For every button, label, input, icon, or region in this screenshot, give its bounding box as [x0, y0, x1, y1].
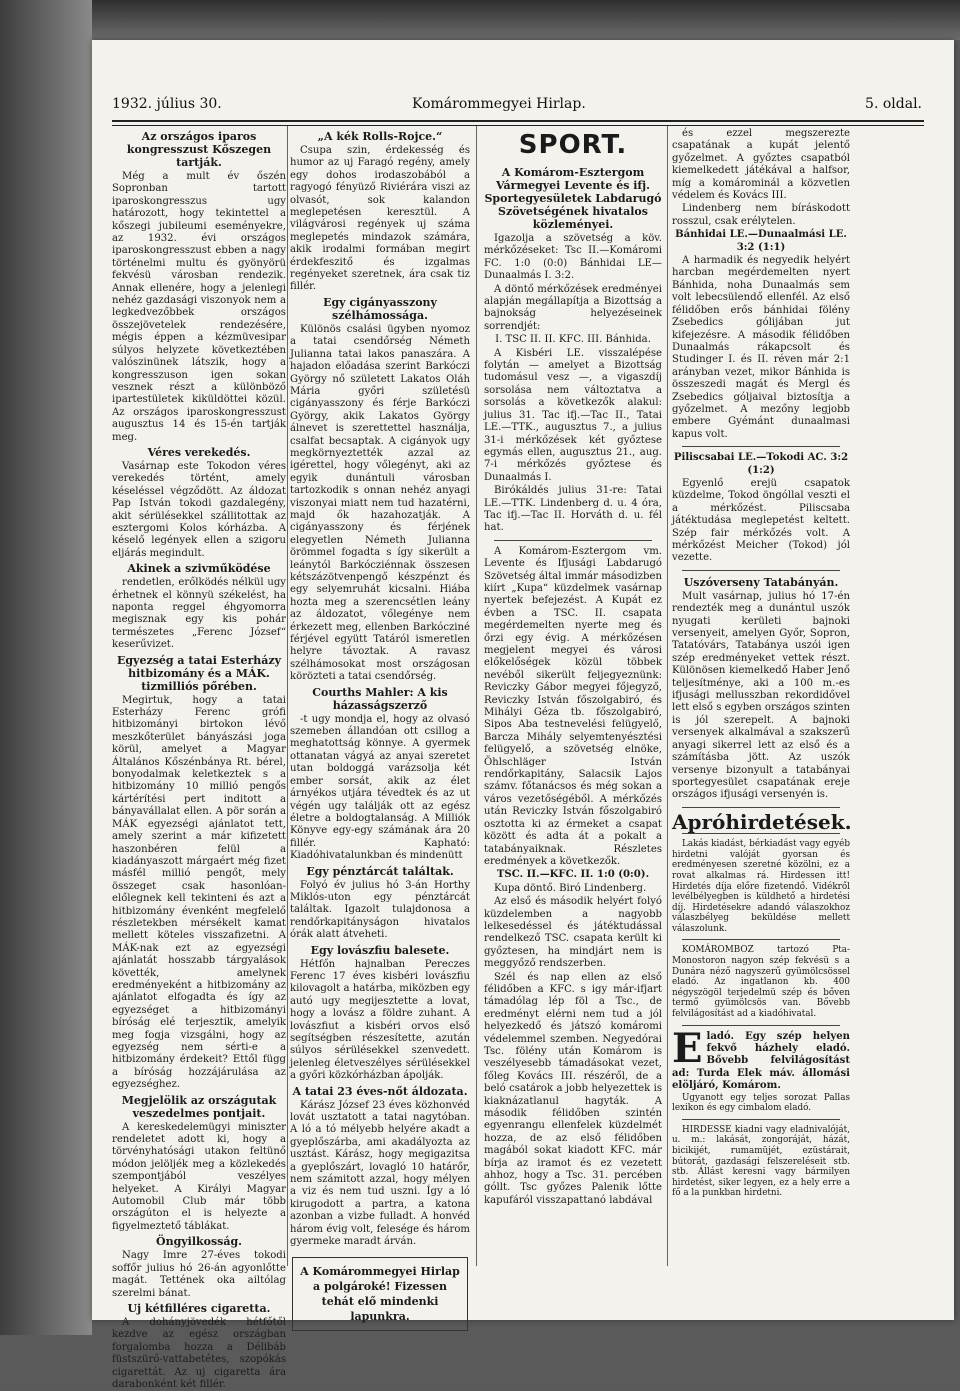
- column-2: [290, 128, 470, 1323]
- classified-ad: Ugyanott egy teljes sorozat Pallas lexikon és egy cimbalom eladó.: [672, 1092, 850, 1114]
- column-4: [672, 128, 850, 1268]
- divider: [494, 540, 652, 541]
- article-heading: Egy lovászfiu balesete.: [310, 943, 450, 957]
- article-text: Kupa döntő. Biró Lindenberg.: [494, 882, 647, 894]
- article-text: rendetlen, erőlködés nélkül ugy érhetnek el könnyü székelést, ha naponta reggel éhgyomorra megisznak egy kis pohár természetes „Ferenc József“ keserűvizet.: [112, 577, 286, 651]
- article-text: Nagy Imre 27-éves tokodi soffőr julius hó 26-án agyonlőtte magát. Tettének oka ailtólag szerelmi bánat.: [112, 1250, 286, 1299]
- article-text: és ezzel megszerezte csapatának a kupát jelentő győzelmet. A győztes csapatból kiemelkedett játékával a halfsor, míg a komárominál a közvetlen védelem és Kovács III.: [672, 128, 850, 202]
- scan-top-border: [0, 0, 960, 40]
- article-text: A harmadik és negyedik helyért harcban megérdemelten nyert Bánhida, noha Dunaalmás sem volt lebecsülendő ellenfél. Az első félidőben erős bánhidai fölény Zsebedics gólijában jut kifejezésre. A második félidőben Dunaalmás rákapcsolt és Studinger I. és II. réven már 2:1 arányban vezet, mikor Bánhida is összeszedi magát és Mergl és Zsebedics góljaival biztosítja a győzelmet. A mezőny legjobb embere Gyémánt dunaalmasi kapus volt.: [672, 255, 850, 440]
- article-text: Az első és második helyért folyó küzdelemben a nagyobb lelkesedéssel és játéktudással rendelkező TSC. csapata került ki győztesen, ha mindjárt nem is meggyőző rendszerben.: [484, 896, 662, 970]
- column-rule: [476, 126, 477, 1266]
- section-heading: Uszóverseny Tatabányán.: [683, 575, 839, 589]
- article-heading: Öngyilkosság.: [155, 1235, 242, 1249]
- article-text: A döntő mérkőzések eredményei alapján megállapítja a Bizottság a bajnokság helyezéseinek sorrendjét:: [484, 283, 662, 332]
- page-header: [112, 96, 922, 118]
- newspaper-page: [92, 40, 954, 1390]
- article-heading: A tatai 23 éves-nőt áldozata.: [292, 1084, 468, 1098]
- column-3: [484, 128, 662, 1268]
- classified-ad: Lakás kiadást, bérkiadást vagy egyéb hirdetni valóját gyorsan és eredményesen szeretné közölni, ez a rovat alkalmas rá. Hirdessen itt! Hirdetés díja előre fizetendő. Vidékről levélbélyegben is küldhető a hirdetési díj. Hirdetésekre adandó válaszokhoz válaszbélyeg beküldése mellett válaszolunk.: [672, 839, 850, 934]
- article-text: A Komárom-Esztergom vm. Levente és Ifjusági Labdarugó Szövetség által immár másodizben kiírt „Kupa“ küzdelmek vasárnap nyertek befejezést. A Kupát ez évben a TSC. II. csapata megérdemelten nyerte meg és őrzi egy évig. A mérkőzésen megjelent megyei és városi előkelőségek közül többek nevéből sikerült feljegyeznünk: Reviczky Gábor megyei főjegyző, Reviczky István főszolgabiró, és Mihályi Géza tb. főszolgabiró, Sipos Aba testnevelési felügyelő, Barcza Mihály selyemtenyésztési felügyelő, a szövetség elnöke, Öhlschläger István rendőrkapitány, Salacsik Lajos számv. főtanácsos és még sokan a város vezetőségéből. A mérkőzés után Reviczky István főszolgabiró osztotta ki az érmeket a csapat között és adta át a pokalt a tatabányaiknak. Részletes eredmények a következők.: [484, 545, 662, 867]
- classifieds-title: Apróhirdetések.: [672, 809, 852, 834]
- subscription-notice: A Komárommegyei Hirlap a polgároké! Fizessen tehát elő mindenki lapunkra.: [292, 1257, 468, 1331]
- article-text: Különös csalási ügyben nyomoz a tatai csendőrség Németh Julianna tatai lakos panaszára. A hajadon előadása szerint Barkóczi György nő született Lakatos Oláh Mária győri születésü cigányasszony és férje Barkóczi György, akik Lakatos György álnevet is szerettettel használja, csalfat becsaptak. A cigányok ugy megkörnyeztették azzal az igérettel, hogy vőlegényt, aki az egyik dunántuli városban tartozkodik s onnan nehéz anyagi viszonyai miatt nem tud hazatérni, majd ők hazahozatják. A cigányasszony és férjének elegyetlen Németh Julianna örömmel fogadta s így sikerült a leánytól Barkócziénnak összesen kétszázötvenpengő készpénzt és egy selyemruhát kicsalni. Hiába hozta meg a szerencsétlen leány az áldozatot, vőlegénye nem érkezett meg, ellenben Barkócziné férjével együtt Tatáról ismeretlen helyre távoztak. A ravasz szélhámosokat most országosan körözteti a tatai csendőrség.: [290, 323, 470, 683]
- article-text: Szél és nap ellen az első félidőben a KFC. s igy már-ifjart támadólag lép föl a Tsc., de eredményt elérni nem tud a jól helyezkedő és játszó komáromi védelemmel szemben. Negyedórai Tsc. fölény után Komárom is veszélyesebb támadásokat vezet, főleg Kovács III. részéről, de a beló csatárok a jobb helyezettek is kiaknázatlanul hagyták. A második félidőben szintén egyenrangu ellenfelek küzdelmét hozza, de az első félidőben magából sokat kiadott KFC. már bírja az iramot és ez vezetett ahhoz, hogy a Tsc. 31. percében góllt. Tsc győzes Palenik lőtte kapufáról visszapattanó labdával: [484, 971, 662, 1206]
- divider: [682, 939, 840, 940]
- article-heading: „A kék Rolls-Rojce.“: [317, 130, 443, 143]
- divider: [682, 1025, 840, 1026]
- header-page-number: 5. oldal.: [865, 96, 922, 112]
- article-text: Hétfőn hajnalban Pereczes Ferenc 17 éves kisbéri lovászfiu kilovagolt a határba, miközben egy autó ugy megijesztette a lovat, hogy a lovász a földre zuhant. A lovászfiut a kisbéri orvos első segítségben részesítette, azután súlyos sérülésekkel szenvedett. jelenleg életveszélyes sérülésekkel a győri közkórházban ápolják.: [290, 958, 470, 1082]
- article-text: Csupa szin, érdekesség és humor az uj Faragó regény, amely egy dohos irodaszobából a ragyogó fényüző Riviérára viszi az olvasót, sok kalandon meglepetésen keresztül. A világvárosi regények uj száma meglepetés mindazok számára, akik irodalmi formában megirt érdekfeszitő és izgalmas regényeket szeretnek, ára csak tiz fillér.: [290, 145, 470, 293]
- divider: [682, 570, 840, 571]
- article-heading: Uj kétfilléres cigaretta.: [127, 1301, 271, 1315]
- standings-list: I. TSC II. II. KFC. III. Bánhida.: [495, 334, 651, 346]
- divider: [682, 446, 840, 447]
- article-heading: Courths Mahler: A kis házasságszerző: [312, 685, 448, 712]
- sport-section-title: SPORT.: [518, 130, 628, 160]
- article-text: Kárász József 23 éves közhonvéd lovát usztatott a tatai nagytóban. A ló a tó mélyebb helyére akadt a gyeplőszárba, ami akadályozta az usztást. Kárász, hogy megigazitsa a gyeplőszárt, lovagló 10 határőr, nem számitott azzal, hogy mélyen a viz és nem tud uszni. Így a ló kirugodott a partra, a katona azonban a vizbe fulladt. A honvéd három évig volt, felesége és három gyermeke maradt árván.: [290, 1099, 470, 1248]
- article-text: Vasárnap este Tokodon véres verekedés történt, amely késeléssel végződött. Az áldozat Pap István tokodi gazdalegény, akit sérülésekkel szállitottak az esztergomi Kolos kórházba. A késelő legények ellen a szigoru eljárás megindult.: [112, 460, 286, 559]
- article-heading: Megjelölik az országutak veszedelmes pontjait.: [121, 1093, 277, 1120]
- column-rule: [667, 126, 668, 1266]
- article-text: A Kisbéri LE. visszalépése folytán — amelyet a Bizottság tudomásul vesz —, a vigaszdíj sorsolása nem változtatva a sorsolás a következők alakul: julius 31. Tac ifj.—Tac II., Tatai LE.—TTK., augusztus 7., a julius 31-i mérkőzések két győztese egymás ellen, augusztus 21., aug. 7-i mérkőzés győztese és Dunaalmás I.: [484, 347, 662, 483]
- article-text: Egyenlő erejü csapatok küzdelme, Tokod öngóllal veszti el a mérkőzést. Piliscsaba játéktudása meglepetést keltett. Szép fair mérkőzés volt. A mérkőzést Meicher (Tokod) jól vezette.: [672, 477, 850, 564]
- match-result: Piliscsabai LE.—Tokodi AC. 3:2 (1:2): [673, 452, 849, 476]
- scan-left-border: [0, 0, 92, 1335]
- article-heading: Véres verekedés.: [147, 445, 251, 459]
- divider: [682, 807, 840, 808]
- article-text: Folyó év julius hó 3-án Horthy Miklós-uton egy pénztárcát találtak. Igazolt tulajdonosa a rendőrkapitányságon hivatalos órák alatt átveheti.: [290, 879, 470, 941]
- classified-ad-house: [672, 1024, 850, 1093]
- article-text: A dohányjövedék hétfőtől kezdve az egész országban forgalomba hozza a Délibáb füstszürő-vattabetétes, szopókás cigarettát. Az uj cigaretta ára darabonként két fillér.: [112, 1316, 286, 1390]
- article-text: Mult vasárnap, julius hó 17-én rendezték meg a dunántul uszók nyugati kerületi bajnoki versenyeit, amelyen Győr, Sopron, Tatatóvárs, Tatabánya uszói igen szép eredményeket vettek részt. Különösen kiemelkedő Haber Jenő teljesítménye, aki a 100 m.-es ifjusági mellusszban rekordidővel lett első s egyben országos szinten is jól szerepelt. A bajnoki versenyek alkalmával a szakszerű anyagi sikerrel lett az első és a számításba jött. Az uszók versenye bizonyult a tatabányai sportegyesület csapatának ereje országos ifjusági versenyén is.: [672, 590, 850, 801]
- column-rule: [287, 126, 288, 1266]
- section-heading: A Komárom-Esztergom Vármegyei Levente és ifj. Sportegyesületek Labdarugó Szövetségének hivatalos közleményei.: [484, 166, 662, 231]
- column-1: [112, 128, 286, 1390]
- match-result: Bánhidai LE.—Dunaalmási LE. 3:2 (1:1): [675, 229, 847, 253]
- match-result: TSC. II.—KFC. II. 1:0 (0:0).: [496, 869, 650, 881]
- header-date: 1932. július 30.: [112, 96, 222, 112]
- article-heading: Egy cigányasszony szélhámossága.: [323, 295, 437, 322]
- article-text: Megirtuk, hogy a tatai Esterházy Ferenc grófi hitbizományi birtokon lévő meszkőterület bányászási joga körül, amelyet a Magyar Általános Kőszénbánya Rt. bérel, bonyodalmak keletkeztek s a hitbizomány 10 millió pengős kártérítési pert inditott a bányavállalat ellen. A pör során a MÁK egyezségi ajánlatot tett, amely szerint a már kifizetett haszonbéren felül a kiadányaszott márgaért még fizet másfél millió pengőt, mely összeget csak hasonlóan-előlegnek kell tekinteni és azt a hitbizomány évenként megfelelő részletekben mérsékelt kamat mellett köteles visszafizetni. A MÁK-nak ezt az egyezségi ajánlatát hosszabb tárgyalások követték, amelynek eredményeként a hitbizomány az ajánlatot elfogadta és így az egyezséget a hitbizományi bíróság elé terjesztik, amelyik meg fogja vizsgálni, hogy az egyezség nem sérti-e a hitbizomány érdekeit? Ettől függ a bíróság hozzájárulása az egyezséghez.: [112, 694, 286, 1091]
- classified-ad-text: ladó. Egy szép helyen fekvő házhely eladó. Bővebb felvilágosítást ad: Turda Elek máv. állomási elöljáró, Komárom.: [672, 1030, 850, 1092]
- header-title: Komárommegyei Hirlap.: [412, 96, 586, 112]
- article-text: Még a mult év őszén Sopronban tartott iparoskongresszus ugy határozott, hogy tekintettel a kőszegi jubileumi eseményekre, az 1932. évi országos iparoskongresszust ebben a nagy történelmi multu és gyönyörü fekvésü városban rendezik. Annak ellenére, hogy a jelenlegi nehéz gazdasági viszonyok nem a legkedvezőbbek országos összejövetelek rendezésére, mégis éppen a kézmüvesipar súlyos helyzete következtében valószinünek látszik, hogy a kongresszuson igen sokan vesznek részt a különböző ipartestületek kiküldöttei közül. Az országos iparoskongresszust augusztus 14 és 15-én tartják meg.: [112, 171, 286, 443]
- article-text: Birókáldés julius 31-re: Tatai LE.—TTK. Lindenberg d. u. 4 óra, Tac ifj.—Tac II. Horváth d. u. fél hat.: [484, 485, 662, 534]
- article-text: -t ugy mondja el, hogy az olvasó szemeben állandóan ott csillog a meghatottság könnye. A gyermek ottanatan vágyá az anyai szeretet utan boldoggá varázsolja két ember sorsát, akik az élet árnyékos utjára tévedtek és az ut végén ugy találják ott az egész életre a boldogtalanság. A Milliók Könyve egy-egy számának ára 20 fillér. Kapható: Kiadóhivatalunkban és mindenütt: [290, 713, 470, 862]
- article-text: A kereskedelemügyi miniszter rendeletet adott ki, hogy a törvényhatósági utakon feltünő módon jelöljék meg a közlekedés szempontjából veszélyes helyeket. A Királyi Magyar Automobil Club már több országúton el is helyezte a figyelmeztető táblákat.: [112, 1121, 286, 1232]
- header-rule: [112, 120, 924, 126]
- drop-cap: E: [672, 1024, 703, 1072]
- article-heading: Az országos iparos kongresszust Kőszegen tartják.: [126, 130, 272, 169]
- article-heading: Egy pénztárcát találtak.: [306, 864, 454, 878]
- article-heading: Egyezség a tatai Esterházy hitbizomány és a MÁK. tizmilliós pőrében.: [116, 653, 282, 693]
- article-text: Igazolja a szövetség a köv. mérkőzéseket: Tsc II.—Komáromi FC. 1:0 (0:0) Bánhidai LE—Dunaalmás I. 3:2.: [484, 233, 662, 282]
- article-heading: Akinek a szivműködése: [127, 562, 271, 576]
- article-text: Lindenberg nem bíráskodott rosszul, csak erélytelen.: [672, 203, 850, 227]
- classified-ad: HIRDESSE kiadni vagy eladnivalóját, u. m.: lakását, zongoráját, házát, bicikijét, rumamüjét, ezüstárait, bútorát, gazdasági felszereléseit stb. stb. Állást keresni vagy bármilyen hirdetést, siker legyen, ez a hely erre a fő a la punkban hirdetni.: [672, 1124, 850, 1199]
- divider: [682, 1119, 840, 1120]
- classified-ad: KOMÁROMBOZ tartozó Pta-Monostoron nagyon szép fekvésü s a Dunára néző nagyszerű gyümölcsössel eladó. Az ingatlanon kb. 400 négyszögöl terjedelmü szép és bőven termő gyümölcsös van. Bővebb felvilágosítást ad a kiadóhivatal.: [672, 945, 850, 1020]
